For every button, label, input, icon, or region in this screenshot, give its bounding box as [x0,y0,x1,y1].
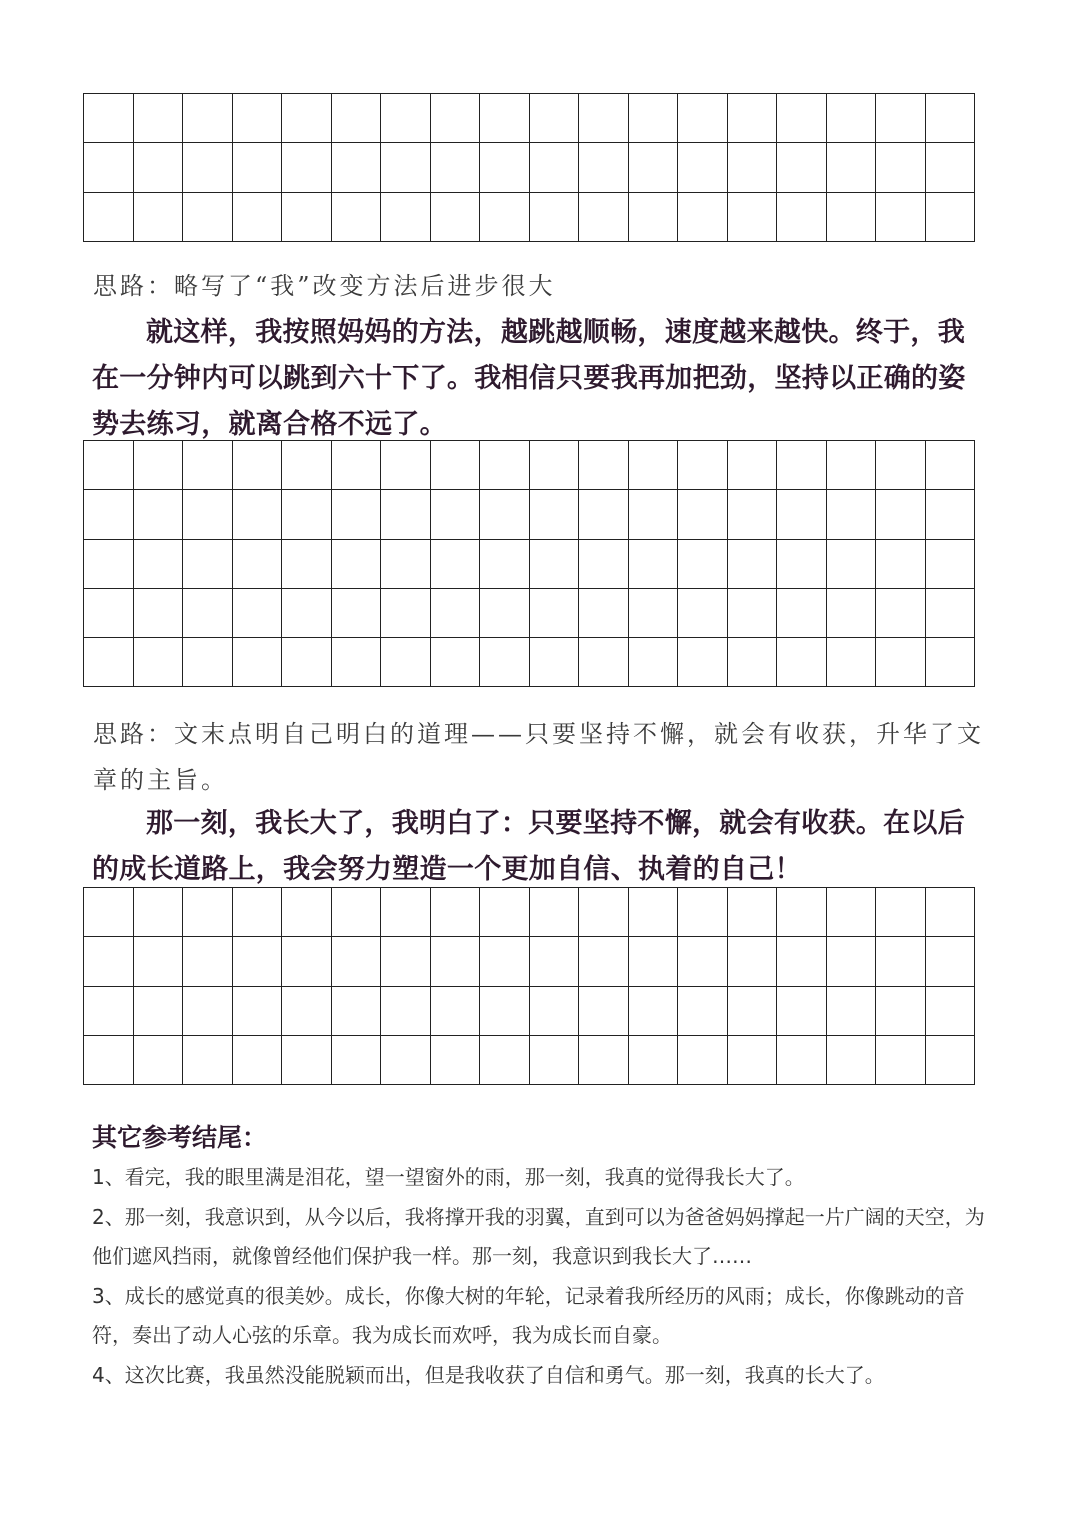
grid-cell [530,888,580,937]
grid-cell [876,888,926,937]
grid-cell [183,638,233,687]
grid-cell [728,589,778,638]
grid-cell [381,143,431,192]
grid-cell [480,94,530,143]
grid-cell [381,888,431,937]
grid-cell [84,490,134,539]
grid-cell [629,638,679,687]
grid-cell [84,540,134,589]
grid-cell [926,540,976,589]
list-item: 3、成长的感觉真的很美妙。成长，你像大树的年轮，记录着我所经历的风雨；成长，你像跳动的音符，奏出了动人心弦的乐章。我为成长而欢呼，我为成长而自豪。 [92,1283,965,1347]
grid-cell [134,441,184,490]
grid-cell [876,638,926,687]
grid-cell [282,441,332,490]
grid-cell [629,441,679,490]
grid-cell [282,143,332,192]
grid-cell [678,94,728,143]
grid-cell [282,589,332,638]
grid-cell [530,589,580,638]
grid-cell [183,94,233,143]
grid-cell [530,490,580,539]
list-item: 2、那一刻，我意识到，从今以后，我将撑开我的羽翼，直到可以为爸爸妈妈撑起一片广阔的天空，为他们遮风挡雨，就像曾经他们保护我一样。那一刻，我意识到我长大了…… [92,1204,985,1268]
grid-cell [876,987,926,1036]
grid-cell [480,1036,530,1085]
grid-cell [332,143,382,192]
grid-cell [728,937,778,986]
grid-cell [629,193,679,242]
grid-cell [480,540,530,589]
grid-cell [381,193,431,242]
grid-cell [827,888,877,937]
grid-cell [926,987,976,1036]
grid-cell [431,638,481,687]
thinking-note-1: 思路：略写了“我”改变方法后进步很大 [93,272,556,300]
grid-cell [431,490,481,539]
grid-cell [579,441,629,490]
grid-cell [728,143,778,192]
grid-cell [530,441,580,490]
grid-cell [134,490,184,539]
grid-cell [629,987,679,1036]
grid-row [84,490,975,539]
grid-cell [530,143,580,192]
grid-cell [134,1036,184,1085]
grid-cell [282,987,332,1036]
list-item: 4、这次比赛，我虽然没能脱颖而出，但是我收获了自信和勇气。那一刻，我真的长大了。 [92,1362,885,1387]
grid-cell [926,638,976,687]
grid-cell [579,143,629,192]
grid-cell [381,540,431,589]
grid-cell [876,937,926,986]
grid-cell [183,1036,233,1085]
grid-cell [381,1036,431,1085]
essay-paragraph-2: 那一刻，我长大了，我明白了：只要坚持不懈，就会有收获。在以后的成长道路上，我会努力塑造一个更加自信、执着的自己！ [92,808,965,885]
grid-cell [134,638,184,687]
grid-cell [134,193,184,242]
grid-cell [827,987,877,1036]
grid-cell [777,987,827,1036]
grid-cell [579,987,629,1036]
reference-endings-list [92,1158,992,1395]
thinking-note-2: 思路：文末点明自己明白的道理——只要坚持不懈，就会有收获，升华了文章的主旨。 [93,720,984,794]
grid-cell [84,441,134,490]
grid-cell [233,143,283,192]
grid-cell [282,888,332,937]
grid-cell [332,1036,382,1085]
grid-cell [926,193,976,242]
grid-cell [629,937,679,986]
grid-cell [431,589,481,638]
grid-cell [381,937,431,986]
grid-row [84,143,975,192]
grid-cell [233,193,283,242]
grid-row [84,1036,975,1085]
grid-cell [827,1036,877,1085]
grid-cell [480,143,530,192]
grid-cell [431,143,481,192]
essay-paragraph-1: 就这样，我按照妈妈的方法，越跳越顺畅，速度越来越快。终于，我在一分钟内可以跳到六十下了。我相信只要我再加把劲，坚持以正确的姿势去练习，就离合格不远了。 [92,317,966,440]
grid-cell [381,490,431,539]
grid-cell [629,143,679,192]
grid-cell [183,143,233,192]
grid-cell [233,937,283,986]
grid-row [84,589,975,638]
grid-cell [579,540,629,589]
grid-cell [728,888,778,937]
grid-cell [629,888,679,937]
grid-cell [579,937,629,986]
grid-cell [926,94,976,143]
grid-cell [579,94,629,143]
grid-cell [84,193,134,242]
reference-endings-heading: 其它参考结尾： [92,1123,268,1152]
grid-cell [84,888,134,937]
grid-cell [480,490,530,539]
grid-row [84,193,975,242]
grid-cell [381,987,431,1036]
grid-cell [777,143,827,192]
grid-cell [381,638,431,687]
grid-row [84,638,975,687]
grid-cell [827,94,877,143]
grid-cell [876,94,926,143]
grid-cell [282,937,332,986]
grid-cell [183,589,233,638]
grid-cell [332,937,382,986]
grid-cell [480,193,530,242]
grid-cell [183,888,233,937]
grid-cell [431,441,481,490]
grid-cell [777,638,827,687]
grid-cell [678,589,728,638]
grid-cell [777,441,827,490]
grid-cell [233,540,283,589]
writing-grid-2 [83,440,975,687]
grid-cell [777,490,827,539]
grid-cell [332,888,382,937]
list-item: 1、看完，我的眼里满是泪花，望一望窗外的雨，那一刻，我真的觉得我长大了。 [92,1165,805,1189]
grid-cell [233,94,283,143]
grid-cell [431,540,481,589]
grid-cell [678,1036,728,1085]
grid-cell [827,589,877,638]
grid-cell [777,94,827,143]
grid-cell [728,987,778,1036]
grid-cell [282,193,332,242]
grid-cell [282,638,332,687]
grid-row [84,441,975,490]
grid-cell [926,143,976,192]
grid-cell [183,490,233,539]
grid-cell [431,94,481,143]
grid-cell [233,987,283,1036]
grid-cell [728,490,778,539]
grid-cell [282,540,332,589]
grid-cell [134,94,184,143]
grid-cell [827,638,877,687]
grid-cell [777,1036,827,1085]
grid-cell [381,94,431,143]
grid-cell [629,94,679,143]
grid-cell [134,540,184,589]
grid-cell [480,937,530,986]
grid-cell [827,937,877,986]
grid-cell [134,987,184,1036]
grid-cell [480,987,530,1036]
grid-cell [530,94,580,143]
grid-cell [678,441,728,490]
grid-cell [579,638,629,687]
grid-cell [728,193,778,242]
grid-cell [332,638,382,687]
grid-cell [678,193,728,242]
grid-row [84,937,975,986]
grid-cell [84,638,134,687]
grid-cell [233,589,283,638]
grid-cell [678,540,728,589]
grid-cell [728,441,778,490]
grid-cell [629,540,679,589]
grid-cell [84,94,134,143]
grid-cell [332,193,382,242]
grid-cell [678,888,728,937]
grid-cell [431,193,481,242]
grid-cell [777,589,827,638]
grid-row [84,94,975,143]
grid-cell [84,937,134,986]
grid-cell [233,638,283,687]
grid-cell [827,193,877,242]
grid-cell [678,490,728,539]
grid-cell [876,1036,926,1085]
grid-cell [827,490,877,539]
grid-cell [332,441,382,490]
grid-cell [381,589,431,638]
grid-cell [480,589,530,638]
grid-cell [579,888,629,937]
grid-cell [480,638,530,687]
grid-cell [777,888,827,937]
grid-cell [777,193,827,242]
grid-cell [381,441,431,490]
grid-cell [134,143,184,192]
grid-cell [728,638,778,687]
grid-cell [876,143,926,192]
grid-cell [777,937,827,986]
grid-cell [876,589,926,638]
grid-cell [431,987,481,1036]
grid-cell [233,490,283,539]
grid-cell [926,1036,976,1085]
grid-cell [926,441,976,490]
grid-cell [431,1036,481,1085]
grid-cell [579,193,629,242]
grid-cell [678,937,728,986]
grid-cell [876,441,926,490]
grid-cell [233,441,283,490]
grid-cell [827,143,877,192]
grid-cell [530,638,580,687]
grid-cell [332,589,382,638]
grid-row [84,888,975,937]
grid-cell [134,937,184,986]
grid-cell [876,193,926,242]
grid-row [84,987,975,1036]
grid-cell [579,1036,629,1085]
grid-cell [728,540,778,589]
grid-cell [579,589,629,638]
grid-cell [530,937,580,986]
grid-cell [876,490,926,539]
grid-cell [134,589,184,638]
grid-cell [629,490,679,539]
grid-cell [282,490,332,539]
grid-cell [926,490,976,539]
grid-cell [84,1036,134,1085]
grid-cell [728,1036,778,1085]
grid-cell [926,937,976,986]
grid-cell [926,589,976,638]
grid-cell [579,490,629,539]
grid-cell [678,143,728,192]
grid-cell [431,937,481,986]
grid-cell [480,888,530,937]
grid-cell [678,987,728,1036]
grid-cell [827,540,877,589]
grid-row [84,540,975,589]
grid-cell [84,589,134,638]
grid-cell [876,540,926,589]
grid-cell [530,1036,580,1085]
grid-cell [183,193,233,242]
writing-grid-1 [83,93,975,242]
grid-cell [530,987,580,1036]
grid-cell [530,540,580,589]
grid-cell [84,987,134,1036]
grid-cell [629,589,679,638]
grid-cell [84,143,134,192]
grid-cell [332,490,382,539]
grid-cell [926,888,976,937]
writing-grid-3 [83,887,975,1085]
grid-cell [332,987,382,1036]
grid-cell [480,441,530,490]
grid-cell [728,94,778,143]
grid-cell [282,1036,332,1085]
grid-cell [282,94,332,143]
grid-cell [183,987,233,1036]
grid-cell [233,1036,283,1085]
grid-cell [183,441,233,490]
grid-cell [530,193,580,242]
grid-cell [183,937,233,986]
grid-cell [134,888,184,937]
grid-cell [678,638,728,687]
grid-cell [183,540,233,589]
grid-cell [332,540,382,589]
grid-cell [827,441,877,490]
grid-cell [431,888,481,937]
grid-cell [233,888,283,937]
grid-cell [332,94,382,143]
grid-cell [629,1036,679,1085]
grid-cell [777,540,827,589]
